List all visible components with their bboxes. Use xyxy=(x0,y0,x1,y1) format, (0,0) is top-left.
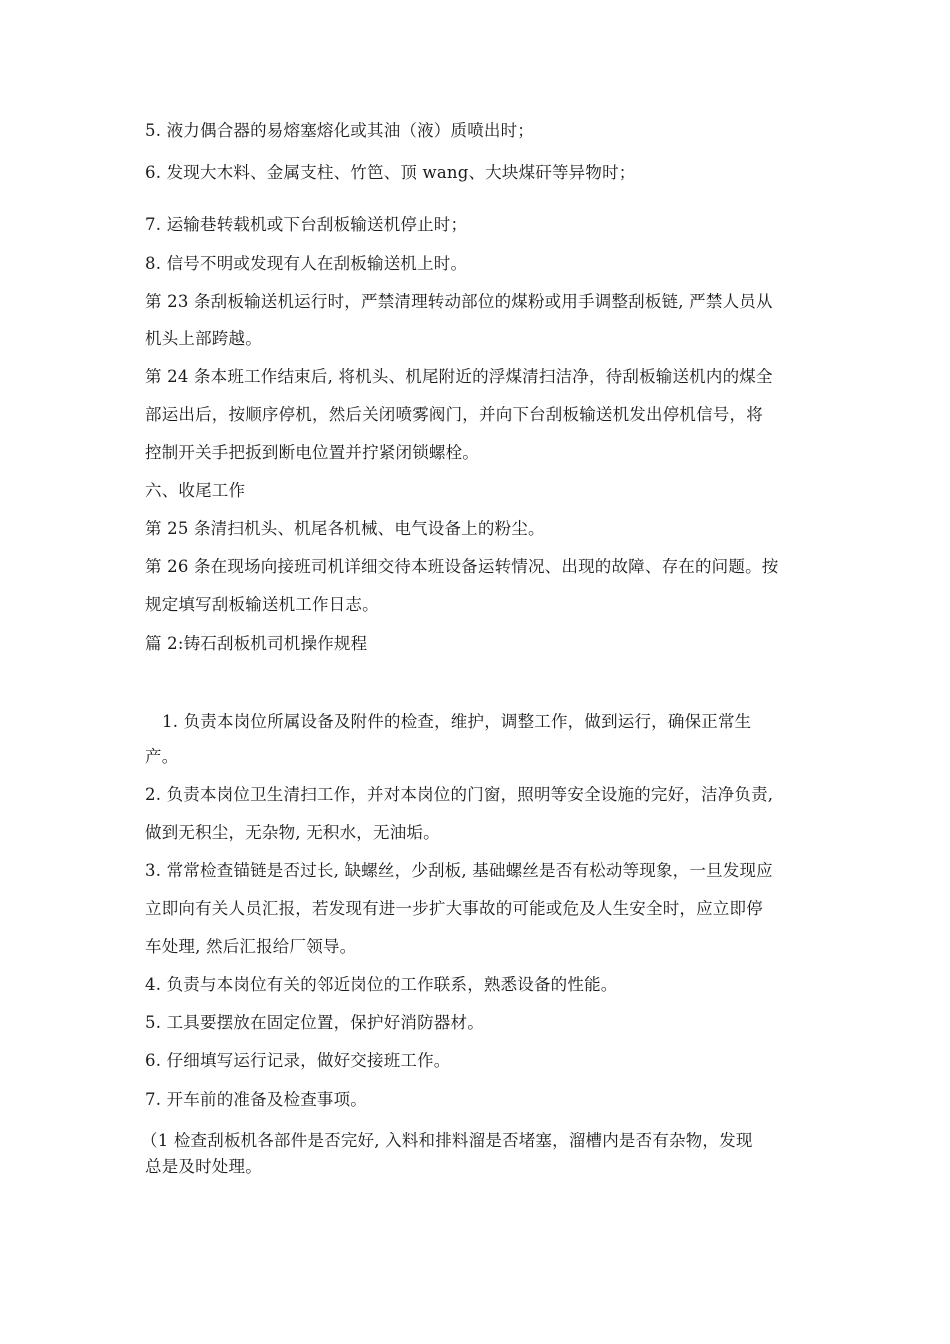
text-line: 3. 常常检查锚链是否过长, 缺螺丝，少刮板, 基础螺丝是否有松动等现象，一旦发现应 xyxy=(145,861,773,880)
text-line: 做到无积尘，无杂物, 无积水，无油垢。 xyxy=(145,823,440,842)
text-line: 控制开关手把扳到断电位置并拧紧闭锁螺栓。 xyxy=(145,443,479,462)
text-line: 7. 运输巷转载机或下台刮板输送机停止时； xyxy=(145,215,468,234)
text-line: 机头上部跨越。 xyxy=(145,329,262,348)
text-line: 总是及时处理。 xyxy=(145,1157,262,1176)
text-line: 第 26 条在现场向接班司机详细交待本班设备运转情况、出现的故障、存在的问题。按 xyxy=(145,557,779,576)
text-line: 立即向有关人员汇报，若发现有进一步扩大事故的可能或危及人生安全时，应立即停 xyxy=(145,899,763,918)
text-line: 8. 信号不明或发现有人在刮板输送机上时。 xyxy=(145,254,468,273)
text-line: 6. 发现大木料、金属支柱、竹笆、顶 wang、大块煤矸等异物时； xyxy=(145,163,636,182)
chapter-heading: 篇 2:铸石刮板机司机操作规程 xyxy=(145,634,368,653)
text-line: 产。 xyxy=(145,747,179,766)
text-line: 1. 负责本岗位所属设备及附件的检查，维护，调整工作，做到运行，确保正常生 xyxy=(162,712,752,731)
text-line: 第 24 条本班工作结束后, 将机头、机尾附近的浮煤清扫洁净，待刮板输送机内的煤全 xyxy=(145,367,773,386)
text-line: 5. 液力偶合器的易熔塞熔化或其油（液）质喷出时； xyxy=(145,121,534,140)
section-heading: 六、收尾工作 xyxy=(145,481,246,500)
text-line: 2. 负责本岗位卫生清扫工作，并对本岗位的门窗，照明等安全设施的完好，洁净负责, xyxy=(145,785,774,804)
text-line: 规定填写刮板输送机工作日志。 xyxy=(145,595,379,614)
text-line: 7. 开车前的准备及检查事项。 xyxy=(145,1090,367,1109)
text-line: （1 检查刮板机各部件是否完好, 入料和排料溜是否堵塞，溜槽内是否有杂物，发现 xyxy=(141,1131,753,1150)
text-line: 第 25 条清扫机头、机尾各机械、电气设备上的粉尘。 xyxy=(145,519,545,538)
text-line: 6. 仔细填写运行记录，做好交接班工作。 xyxy=(145,1051,451,1070)
text-line: 第 23 条刮板输送机运行时，严禁清理转动部位的煤粉或用手调整刮板链, 严禁人员从 xyxy=(145,292,773,311)
text-line: 部运出后，按顺序停机，然后关闭喷雾阀门，并向下台刮板输送机发出停机信号，将 xyxy=(145,405,763,424)
text-line: 5. 工具要摆放在固定位置，保护好消防器材。 xyxy=(145,1013,484,1032)
text-line: 4. 负责与本岗位有关的邻近岗位的工作联系，熟悉设备的性能。 xyxy=(145,975,618,994)
text-line: 车处理, 然后汇报给厂领导。 xyxy=(145,937,357,956)
